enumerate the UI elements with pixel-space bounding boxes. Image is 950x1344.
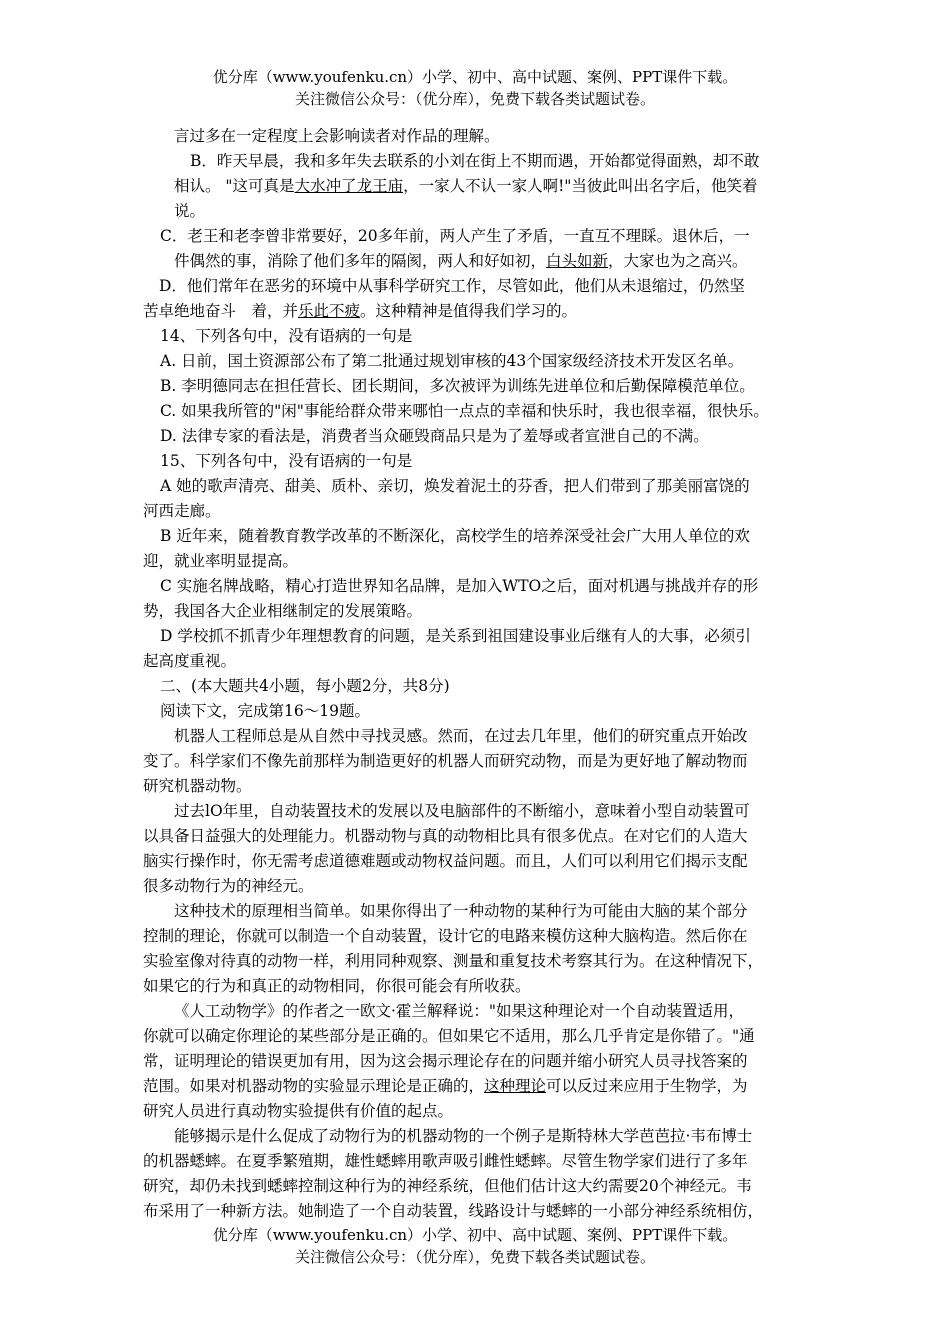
passage-p2-line1: 过去lO年里，自动装置技术的发展以及电脑部件的不断缩小，意味着小型自动装置可 <box>174 802 750 820</box>
passage-p4-line1: 《人工动物学》的作者之一欧文·霍兰解释说："如果这种理论对一个自动装置适用， <box>174 1002 745 1020</box>
document-body <box>143 124 813 1224</box>
underlined-idiom: 大水冲了龙王庙 <box>294 177 404 195</box>
footer-line-2: 关注微信公众号：（优分库），免费下载各类试题试卷。 <box>294 1248 655 1266</box>
header-line-2: 关注微信公众号：（优分库），免费下载各类试题试卷。 <box>294 90 655 108</box>
underlined-phrase: 这种理论 <box>484 1077 547 1095</box>
q15-option-a-line2: 河西走廊。 <box>143 502 221 520</box>
page-footer <box>0 1224 950 1268</box>
q13-option-d-line2 <box>143 299 813 324</box>
underlined-idiom: 白头如新 <box>546 252 609 270</box>
q13-option-b-line3: 说。 <box>174 202 206 220</box>
q14-option-c: C. 如果我所管的"闲"事能给群众带来哪怕一点点的幸福和快乐时，我也很幸福，很快乐。 <box>160 402 769 420</box>
passage-p1-line1: 机器人工程师总是从自然中寻找灵感。然而，在过去几年里，他们的研究重点开始改 <box>174 727 748 745</box>
passage-p4-line5: 研究人员进行真动物实验提供有价值的起点。 <box>143 1102 454 1120</box>
q14-option-d: D. 法律专家的看法是，消费者当众砸毁商品只是为了羞辱或者宣泄自己的不满。 <box>160 427 709 445</box>
passage-p2-line4: 很多动物行为的神经元。 <box>143 877 314 895</box>
passage-p5-line3: 研究，却仍未找到蟋蟀控制这种行为的神经系统，但他们估计这大约需要20个神经元。韦 <box>143 1177 752 1195</box>
passage-p4-line4 <box>143 1074 813 1099</box>
q15-option-c-line2: 势，我国各大企业相继制定的发展策略。 <box>143 602 423 620</box>
q13-option-d-line1: D．他们常年在恶劣的环境中从事科学研究工作，尽管如此，他们从未退缩过，仍然坚 <box>159 277 745 295</box>
passage-p2-line3: 脑实行操作时，你无需考虑道德难题或动物权益问题。而且，人们可以利用它们揭示支配 <box>143 852 748 870</box>
text-run: ，一家人不认一家人啊!"当彼此叫出名字后，他笑着 <box>403 177 758 195</box>
text-run: 相认。 "这可真是 <box>174 177 295 195</box>
passage-p3-line1: 这种技术的原理相当简单。如果你得出了一种动物的某种行为可能由大脑的某个部分 <box>174 902 748 920</box>
passage-p3-line4: 如果它的行为和真正的动物相同，你很可能会有所收获。 <box>143 977 531 995</box>
passage-p3-line2: 控制的理论，你就可以制造一个自动装置，设计它的电路来模仿这种大脑构造。然后你在 <box>143 927 748 945</box>
passage-p4-line3: 常，证明理论的错误更加有用，因为这会揭示理论存在的问题并缩小研究人员寻找答案的 <box>143 1052 748 1070</box>
text-run: ，大家也为之高兴。 <box>608 252 748 270</box>
q13-option-c-line2 <box>143 249 813 274</box>
passage-p1-line2: 变了。科学家们不像先前那样为制造更好的机器人而研究动物，而是为更好地了解动物而 <box>143 752 748 770</box>
q15-option-a-line1: A 她的歌声清亮、甜美、质朴、亲切，焕发着泥土的芬香，把人们带到了那美丽富饶的 <box>160 477 750 495</box>
section-2-title: 二、(本大题共4小题，每小题2分，共8分) <box>160 677 450 695</box>
q14-option-b: B. 李明德同志在担任营长、团长期间，多次被评为训练先进单位和后勤保障模范单位。 <box>160 377 755 395</box>
underlined-idiom: 乐此不疲 <box>298 302 361 320</box>
text-run: 件偶然的事，消除了他们多年的隔阂，两人和好如初， <box>174 252 547 270</box>
section-2-instruction: 阅读下文，完成第16～19题。 <box>160 702 370 720</box>
q15-option-c-line1: C 实施名牌战略，精心打造世界知名品牌，是加入WTO之后，面对机遇与挑战并存的形 <box>160 577 759 595</box>
q15-option-d-line2: 起高度重视。 <box>143 652 237 670</box>
q14-stem: 14、下列各句中，没有语病的一句是 <box>160 327 413 345</box>
page-header <box>0 66 950 110</box>
passage-p4-line2: 你就可以确定你理论的某些部分是正确的。但如果它不适用，那么几乎肯定是你错了。"通 <box>143 1027 755 1045</box>
q13-option-c-line1: C．老王和老李曾非常要好，20多年前，两人产生了矛盾，一直互不理睬。退休后，一 <box>160 227 750 245</box>
q15-option-b-line1: B 近年来，随着教育教学改革的不断深化，高校学生的培养深受社会广大用人单位的欢 <box>160 527 750 545</box>
footer-line-1: 优分库（www.youfenku.cn）小学、初中、高中试题、案例、PPT课件下载。 <box>212 1226 738 1244</box>
q15-stem: 15、下列各句中，没有语病的一句是 <box>160 452 413 470</box>
passage-p1-line3: 研究机器动物。 <box>143 777 252 795</box>
header-line-1: 优分库（www.youfenku.cn）小学、初中、高中试题、案例、PPT课件下载。 <box>212 68 738 86</box>
q15-option-d-line1: D 学校抓不抓青少年理想教育的问题，是关系到祖国建设事业后继有人的大事，必须引 <box>160 627 751 645</box>
passage-p5-line1: 能够揭示是什么促成了动物行为的机器动物的一个例子是斯特林大学芭芭拉·韦布博士 <box>174 1127 753 1145</box>
passage-p3-line3: 实验室像对待真的动物一样，利用同种观察、测量和重复技术考察其行为。在这种情况下， <box>143 952 764 970</box>
passage-p2-line2: 以具备日益强大的处理能力。机器动物与真的动物相比具有很多优点。在对它们的人造大 <box>143 827 748 845</box>
text-run: 可以反过来应用于生物学，为 <box>546 1077 748 1095</box>
passage-p5-line4: 布采用了一种新方法。她制造了一个自动装置，线路设计与蟋蟀的一小部分神经系统相仿， <box>143 1202 764 1220</box>
q13-option-b-line1: B．昨天早晨，我和多年失去联系的小刘在街上不期而遇，开始都觉得面熟，却不敢 <box>190 152 760 170</box>
q13-option-b-line2 <box>143 174 813 199</box>
q13-a-continuation: 言过多在一定程度上会影响读者对作品的理解。 <box>174 127 500 145</box>
q15-option-b-line2: 迎，就业率明显提高。 <box>143 552 299 570</box>
q14-option-a: A. 日前，国土资源部公布了第二批通过规划审核的43个国家级经济技术开发区名单。 <box>160 352 744 370</box>
text-run: 。这种精神是值得我们学习的。 <box>360 302 578 320</box>
passage-p5-line2: 的机器蟋蟀。在夏季繁殖期，雄性蟋蟀用歌声吸引雌性蟋蟀。尽管生物学家们进行了多年 <box>143 1152 748 1170</box>
text-run: 苦卓绝地奋斗 着，并 <box>143 302 299 320</box>
text-run: 范围。如果对机器动物的实验显示理论是正确的， <box>143 1077 485 1095</box>
